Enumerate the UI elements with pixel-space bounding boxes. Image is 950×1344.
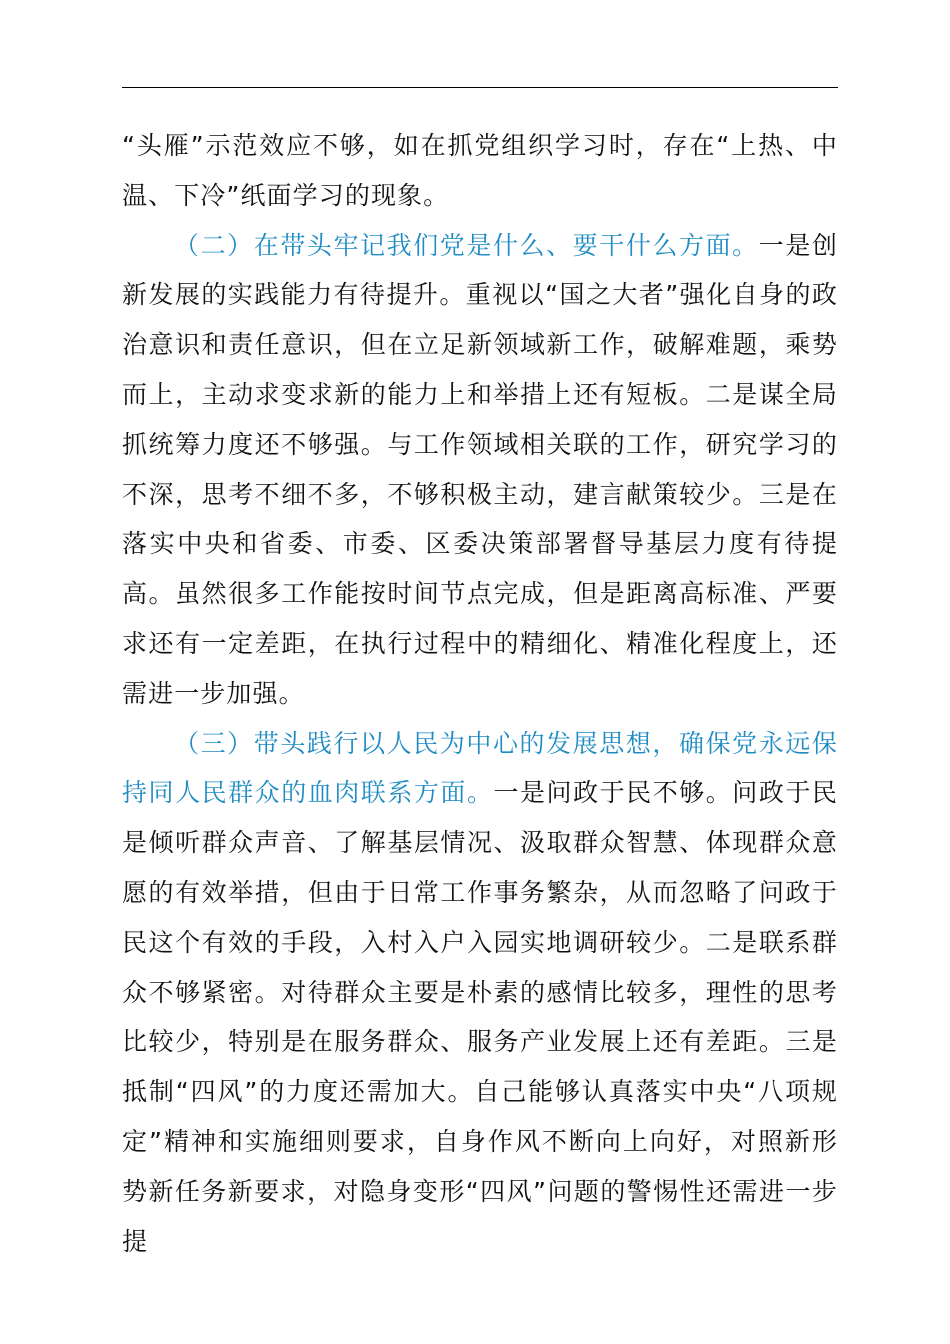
paragraph-body: 一是创新发展的实践能力有待提升。重视以“国之大者”强化自身的政治意识和责任意识，但在立足新领域新工作，破解难题，乘势而上，主动求变求新的能力上和举措上还有短板。二是谋全局抓统筹力度还不够强。与工作领域相关联的工作，研究学习的不深，思考不细不多，不够积极主动，建言献策较少。三是在落实中央和省委、市委、区委决策部署督导基层力度有待提高。虽然很多工作能按时间节点完成，但是距离高标准、严要求还有一定差距，在执行过程中的精细化、精准化程度上，还需进一步加强。 (122, 230, 838, 708)
paragraph-section-2 (122, 221, 838, 719)
section-heading: （三）带头践行以人民为中心的发展思想，确保党永远保持同人民群众的血肉联系方面。 (122, 728, 838, 808)
paragraph-continuation (122, 121, 838, 221)
paragraph-body: 一是问政于民不够。问政于民是倾听群众声音、了解基层情况、汲取群众智慧、体现群众意愿的有效举措，但由于日常工作事务繁杂，从而忽略了问政于民这个有效的手段，入村入户入园实地调研较少。二是联系群众不够紧密。对待群众主要是朴素的感情比较多，理性的思考比较少，特别是在服务群众、服务产业发展上还有差距。三是抵制“四风”的力度还需加大。自己能够认真落实中央“八项规定”精神和实施细则要求，自身作风不断向上向好，对照新形势新任务新要求，对隐身变形“四风”问题的警惕性还需进一步提 (122, 778, 838, 1256)
section-heading: （二）在带头牢记我们党是什么、要干什么方面。 (174, 230, 759, 260)
header-rule (122, 87, 838, 88)
paragraph-section-3 (122, 719, 838, 1267)
paragraph-body: “头雁”示范效应不够，如在抓党组织学习时，存在“上热、中温、下冷”纸面学习的现象。 (122, 131, 838, 210)
document-body (122, 121, 838, 1266)
